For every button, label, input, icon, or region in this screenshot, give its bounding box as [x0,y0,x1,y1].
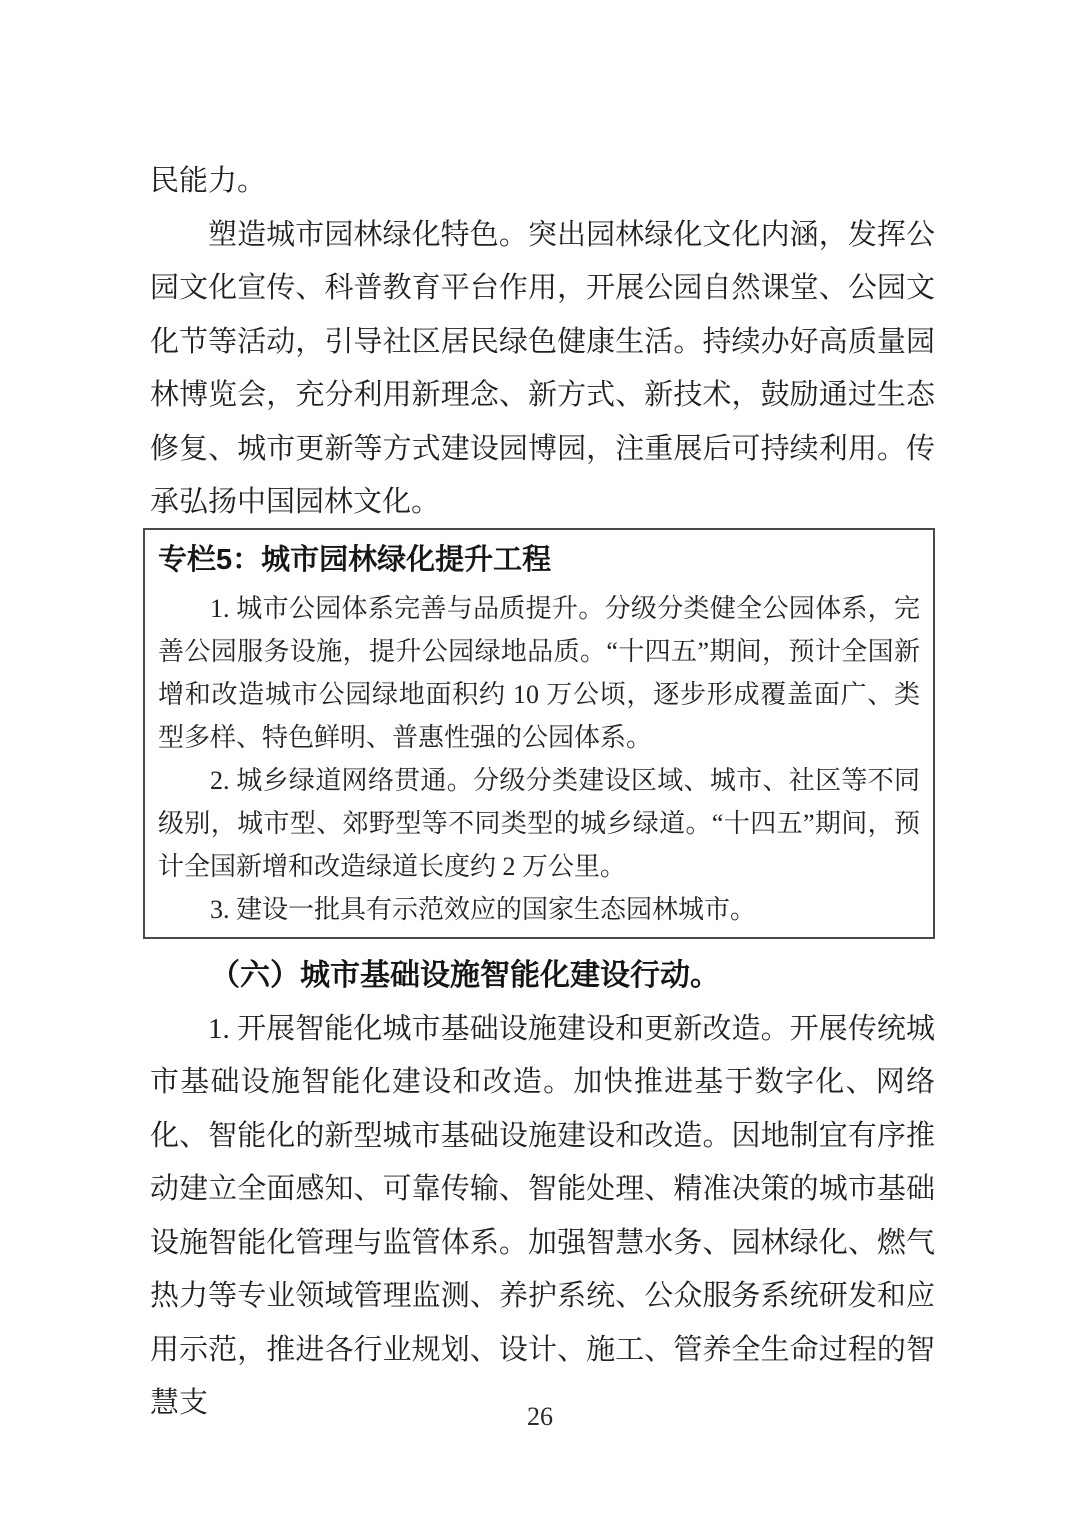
document-body [150,155,935,1431]
feature-box-title: 专栏5：城市园林绿化提升工程 [158,543,552,576]
paragraph-continuation: 民能力。 [150,165,267,197]
paragraph-smart-infrastructure: 1. 开展智能化城市基础设施建设和更新改造。开展传统城市基础设施智能化建设和改造。加快推进基于数字化、网络化、智能化的新型城市基础设施建设和改造。因地制宜有序推动建立全面感知、可靠传输、智能处理、精准决策的城市基础设施智能化管理与监管体系。加强智慧水务、园林绿化、燃气热力等专业领域管理监测、养护系统、公众服务系统研发和应用示范，推进各行业规划、设计、施工、管养全生命过程的智慧支 [150,1012,935,1419]
paragraph-landscaping-character: 塑造城市园林绿化特色。突出园林绿化文化内涵，发挥公园文化宣传、科普教育平台作用，开展公园自然课堂、公园文化节等活动，引导社区居民绿色健康生活。持续办好高质量园林博览会，充分利用新理念、新方式、新技术，鼓励通过生态修复、城市更新等方式建设园博园，注重展后可持续利用。传承弘扬中国园林文化。 [150,218,935,518]
section-heading-six: （六）城市基础设施智能化建设行动。 [210,959,720,992]
feature-box-column5 [143,528,935,940]
feature-box-item-park-system: 1. 城市公园体系完善与品质提升。分级分类健全公园体系，完善公园服务设施，提升公园绿地品质。“十四五”期间，预计全国新增和改造城市公园绿地面积约 10 万公顷，逐步形成覆盖面广、类型多样、特色鲜明、普惠性强的公园体系。 [158,594,920,752]
page-number: 26 [527,1402,553,1431]
feature-box-item-garden-cities: 3. 建设一批具有示范效应的国家生态园林城市。 [210,895,757,924]
feature-box-item-greenway-network: 2. 城乡绿道网络贯通。分级分类建设区域、城市、社区等不同级别，城市型、郊野型等不同类型的城乡绿道。“十四五”期间，预计全国新增和改造绿道长度约 2 万公里。 [158,766,920,881]
